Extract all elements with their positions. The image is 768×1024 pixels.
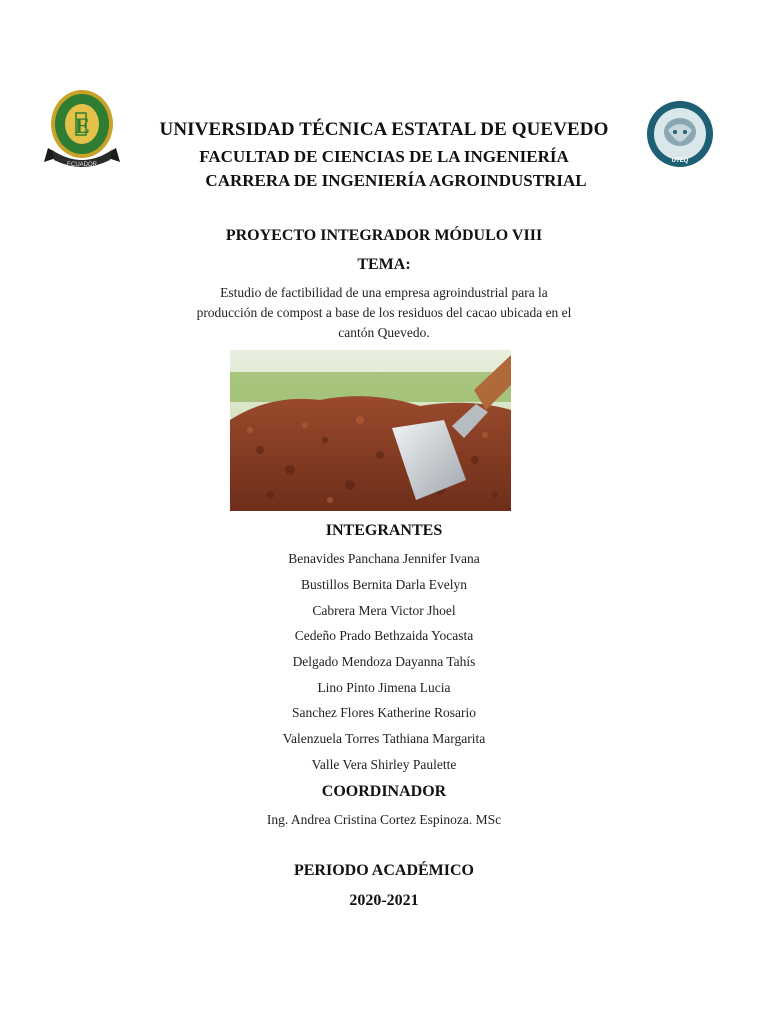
period-heading: PERIODO ACADÉMICO: [293, 862, 474, 879]
tema-line: Estudio de factibilidad de una empresa agroindustrial para la: [220, 285, 548, 300]
member-name: Delgado Mendoza Dayanna Tahís: [292, 654, 476, 669]
career-title: CARRERA DE INGENIERÍA AGROINDUSTRIAL: [205, 171, 587, 190]
member-name: Sanchez Flores Katherine Rosario: [291, 705, 477, 720]
svg-text:UTEQ: UTEQ: [671, 158, 689, 164]
member-name: Cabrera Mera Victor Jhoel: [312, 603, 456, 618]
svg-text:ECUADOR: ECUADOR: [66, 162, 98, 168]
project-title: PROYECTO INTEGRADOR MÓDULO VIII: [225, 227, 543, 244]
member-name: Lino Pinto Jimena Lucia: [317, 680, 451, 695]
member-name: Valenzuela Torres Tathiana Margarita: [282, 731, 486, 746]
member-name: Valle Vera Shirley Paulette: [311, 757, 457, 772]
svg-text:E: E: [75, 113, 90, 138]
coordinator-name: Ing. Andrea Cristina Cortez Espinoza. MSc: [266, 812, 502, 827]
member-name: Benavides Panchana Jennifer Ivana: [288, 551, 480, 566]
coordinator-heading: COORDINADOR: [321, 783, 447, 800]
period-value: 2020-2021: [349, 892, 419, 909]
soil-shovel-photo: [230, 350, 511, 511]
member-name: Cedeño Prado Bethzaida Yocasta: [294, 628, 474, 643]
tema-label: TEMA:: [357, 256, 411, 273]
tema-line: producción de compost a base de los residuos del cacao ubicada en el: [196, 305, 572, 320]
members-heading: INTEGRANTES: [325, 522, 443, 539]
faculty-title: FACULTAD DE CIENCIAS DE LA INGENIERÍA: [199, 147, 569, 166]
member-name: Bustillos Bernita Darla Evelyn: [300, 577, 468, 592]
university-title: UNIVERSIDAD TÉCNICA ESTATAL DE QUEVEDO: [159, 119, 609, 140]
tema-description: [0, 283, 768, 343]
tema-line: cantón Quevedo.: [338, 325, 430, 340]
